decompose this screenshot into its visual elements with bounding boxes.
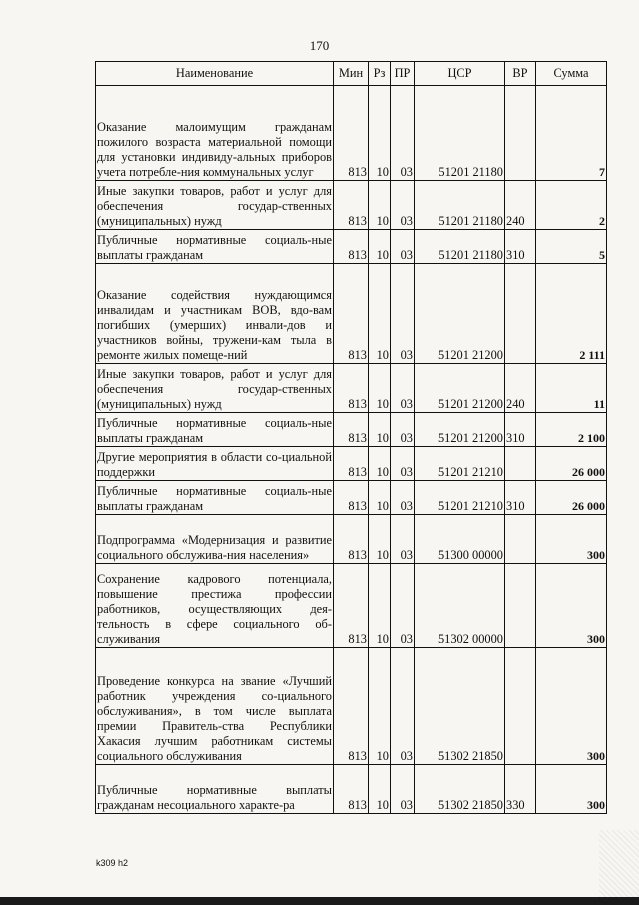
cell-vr <box>505 264 536 364</box>
cell-min: 813 <box>334 564 369 648</box>
table-row <box>96 515 607 564</box>
cell-vr: 240 <box>505 364 536 413</box>
cell-csr: 51302 21850 <box>415 765 505 814</box>
cell-pr: 03 <box>391 181 415 230</box>
cell-rz: 10 <box>369 648 391 765</box>
cell-rz: 10 <box>369 413 391 447</box>
cell-pr: 03 <box>391 86 415 181</box>
cell-pr: 03 <box>391 264 415 364</box>
cell-sum: 26 000 <box>536 481 607 515</box>
scan-edge <box>0 897 639 905</box>
cell-pr: 03 <box>391 481 415 515</box>
cell-pr: 03 <box>391 364 415 413</box>
table-row <box>96 364 607 413</box>
cell-csr: 51201 21210 <box>415 481 505 515</box>
cell-rz: 10 <box>369 364 391 413</box>
header-csr: ЦСР <box>415 62 505 86</box>
header-pr: ПР <box>391 62 415 86</box>
cell-name: Иные закупки товаров, работ и услуг для обеспечения государ-ственных (муниципальных) нужд <box>96 181 334 230</box>
cell-sum: 7 <box>536 86 607 181</box>
cell-rz: 10 <box>369 515 391 564</box>
cell-vr <box>505 86 536 181</box>
cell-vr <box>505 648 536 765</box>
cell-name: Сохранение кадрового потенциала, повышение престижа профессии работников, осуществляющих дея-тельность в сфере социального об-служивания <box>96 564 334 648</box>
cell-min: 813 <box>334 515 369 564</box>
cell-csr: 51201 21180 <box>415 181 505 230</box>
cell-vr: 310 <box>505 230 536 264</box>
cell-min: 813 <box>334 264 369 364</box>
cell-min: 813 <box>334 181 369 230</box>
table-row <box>96 86 607 181</box>
cell-min: 813 <box>334 765 369 814</box>
cell-name: Оказание содействия нуждающимся инвалидам и участникам ВОВ, вдо-вам погибших (умерших) инвали-дов и участников войны, тружени-кам тыла в ремонте жилых помеще-ний <box>96 264 334 364</box>
cell-vr: 310 <box>505 413 536 447</box>
table-row <box>96 181 607 230</box>
table-row <box>96 648 607 765</box>
cell-min: 813 <box>334 230 369 264</box>
table-row <box>96 564 607 648</box>
cell-csr: 51201 21200 <box>415 364 505 413</box>
cell-pr: 03 <box>391 564 415 648</box>
header-rz: Рз <box>369 62 391 86</box>
cell-pr: 03 <box>391 230 415 264</box>
header-sum: Сумма <box>536 62 607 86</box>
cell-sum: 11 <box>536 364 607 413</box>
table-row <box>96 264 607 364</box>
cell-name: Другие мероприятия в области со-циальной поддержки <box>96 447 334 481</box>
cell-csr: 51302 00000 <box>415 564 505 648</box>
cell-rz: 10 <box>369 86 391 181</box>
cell-csr: 51201 21200 <box>415 413 505 447</box>
header-name: Наименование <box>96 62 334 86</box>
cell-pr: 03 <box>391 648 415 765</box>
table-row <box>96 447 607 481</box>
table-row <box>96 230 607 264</box>
cell-vr: 330 <box>505 765 536 814</box>
header-min: Мин <box>334 62 369 86</box>
cell-min: 813 <box>334 648 369 765</box>
footer-code: k309 h2 <box>96 858 129 868</box>
cell-vr: 240 <box>505 181 536 230</box>
cell-csr: 51201 21210 <box>415 447 505 481</box>
cell-csr: 51201 21180 <box>415 86 505 181</box>
table-row <box>96 481 607 515</box>
cell-min: 813 <box>334 447 369 481</box>
cell-rz: 10 <box>369 447 391 481</box>
cell-csr: 51201 21200 <box>415 264 505 364</box>
cell-vr <box>505 447 536 481</box>
cell-sum: 26 000 <box>536 447 607 481</box>
cell-name: Подпрограмма «Модернизация и развитие социального обслужива-ния населения» <box>96 515 334 564</box>
table-row <box>96 413 607 447</box>
cell-vr <box>505 564 536 648</box>
cell-sum: 300 <box>536 765 607 814</box>
header-vr: ВР <box>505 62 536 86</box>
cell-rz: 10 <box>369 481 391 515</box>
cell-name: Публичные нормативные социаль-ные выплаты гражданам <box>96 413 334 447</box>
cell-rz: 10 <box>369 264 391 364</box>
page-number: 170 <box>309 38 330 53</box>
cell-sum: 300 <box>536 564 607 648</box>
cell-csr: 51300 00000 <box>415 515 505 564</box>
cell-pr: 03 <box>391 515 415 564</box>
cell-vr: 310 <box>505 481 536 515</box>
cell-csr: 51302 21850 <box>415 648 505 765</box>
cell-pr: 03 <box>391 765 415 814</box>
cell-sum: 300 <box>536 648 607 765</box>
cell-pr: 03 <box>391 413 415 447</box>
cell-pr: 03 <box>391 447 415 481</box>
cell-csr: 51201 21180 <box>415 230 505 264</box>
cell-name: Проведение конкурса на звание «Лучший работник учреждения со-циального обслуживания», в том числе выплата премии Правитель-ства Республики Хакасия лучшим работникам системы социального обслуживания <box>96 648 334 765</box>
cell-rz: 10 <box>369 181 391 230</box>
cell-name: Публичные нормативные социаль-ные выплаты гражданам <box>96 230 334 264</box>
cell-rz: 10 <box>369 765 391 814</box>
cell-sum: 5 <box>536 230 607 264</box>
scan-noise <box>599 830 639 897</box>
cell-sum: 2 <box>536 181 607 230</box>
table-row <box>96 765 607 814</box>
cell-min: 813 <box>334 481 369 515</box>
budget-table <box>95 61 607 814</box>
cell-name: Публичные нормативные социаль-ные выплаты гражданам <box>96 481 334 515</box>
cell-name: Оказание малоимущим гражданам пожилого возраста материальной помощи для установки индивиду-альных приборов учета потребле-ния коммунальных услуг <box>96 86 334 181</box>
cell-sum: 2 100 <box>536 413 607 447</box>
cell-name: Публичные нормативные выплаты гражданам несоциального характе-ра <box>96 765 334 814</box>
cell-min: 813 <box>334 364 369 413</box>
cell-rz: 10 <box>369 564 391 648</box>
cell-name: Иные закупки товаров, работ и услуг для обеспечения государ-ственных (муниципальных) нужд <box>96 364 334 413</box>
cell-min: 813 <box>334 413 369 447</box>
cell-sum: 2 111 <box>536 264 607 364</box>
cell-rz: 10 <box>369 230 391 264</box>
cell-vr <box>505 515 536 564</box>
table-header-row <box>96 62 607 86</box>
cell-min: 813 <box>334 86 369 181</box>
cell-sum: 300 <box>536 515 607 564</box>
